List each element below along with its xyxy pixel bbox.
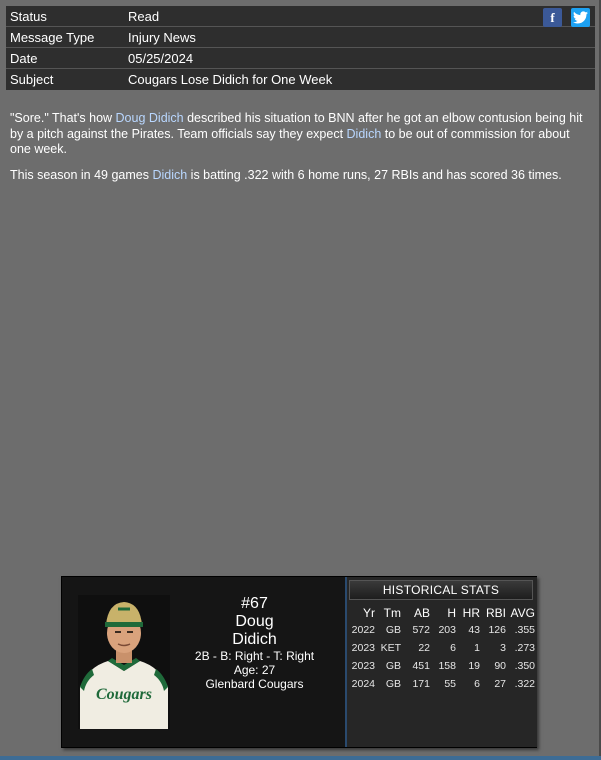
- historical-stats-title: HISTORICAL STATS: [349, 580, 533, 600]
- subject-label: Subject: [10, 72, 54, 87]
- player-link-short[interactable]: Didich: [152, 167, 188, 182]
- bottom-strip: [0, 756, 601, 760]
- player-age: Age: 27: [233, 663, 276, 677]
- twitter-share-button[interactable]: [571, 8, 590, 27]
- historical-stats-panel: [345, 577, 537, 747]
- type-value: Injury News: [128, 30, 196, 45]
- table-row: 2023 GB 451 158 19 90 .350: [351, 660, 535, 672]
- facebook-share-button[interactable]: [543, 8, 562, 27]
- date-row: [6, 47, 595, 69]
- status-row: [6, 6, 595, 27]
- article-body: [10, 111, 588, 193]
- status-value: Read: [128, 9, 160, 24]
- col-h: H: [447, 606, 456, 620]
- col-yr: Yr: [363, 606, 375, 620]
- facebook-icon: f: [550, 10, 555, 25]
- status-label: Status: [10, 9, 47, 24]
- stats-header-row: [349, 605, 535, 621]
- player-last-name: Didich: [232, 631, 277, 648]
- article-paragraph-2: This season in 49 games Didich is batting .322 with 6 home runs, 27 RBIs and has scored 36 times.: [10, 167, 562, 182]
- col-avg: AVG: [510, 606, 535, 620]
- twitter-icon: [573, 11, 588, 24]
- player-number: #67: [241, 595, 268, 612]
- player-link-short[interactable]: Didich: [346, 126, 382, 141]
- date-label: Date: [10, 51, 38, 66]
- col-ab: AB: [413, 606, 430, 620]
- col-tm: Tm: [383, 606, 401, 620]
- player-photo[interactable]: [78, 595, 170, 729]
- col-rbi: RBI: [485, 606, 506, 620]
- player-team: Glenbard Cougars: [205, 677, 304, 691]
- type-label: Message Type: [10, 30, 95, 45]
- subject-value: Cougars Lose Didich for One Week: [128, 72, 333, 87]
- table-row: 2022 GB 572 203 43 126 .355: [351, 624, 535, 636]
- player-info: [192, 595, 317, 691]
- col-hr: HR: [462, 606, 480, 620]
- table-row: 2024 GB 171 55 6 27 .322: [351, 678, 535, 690]
- subject-row: [6, 68, 595, 90]
- table-row: 2023 KET 22 6 1 3 .273: [351, 642, 535, 654]
- date-value: 05/25/2024: [128, 51, 194, 66]
- player-first-name: Doug: [235, 613, 274, 630]
- jersey-text: Cougars: [95, 686, 153, 703]
- article-paragraph-1: "Sore." That's how Doug Didich described his situation to BNN after he got an elbow contusion being hit by a pitch against the Pirates. Team officials say they expect Didich to be out of commission for about one week.: [10, 111, 583, 156]
- player-positions: 2B - B: Right - T: Right: [194, 649, 315, 663]
- player-portrait-icon: [78, 595, 170, 729]
- historical-stats-table: [349, 605, 535, 693]
- player-link[interactable]: Doug Didich: [115, 111, 184, 125]
- player-card: [61, 576, 537, 748]
- type-row: [6, 26, 595, 48]
- message-meta: [6, 6, 595, 90]
